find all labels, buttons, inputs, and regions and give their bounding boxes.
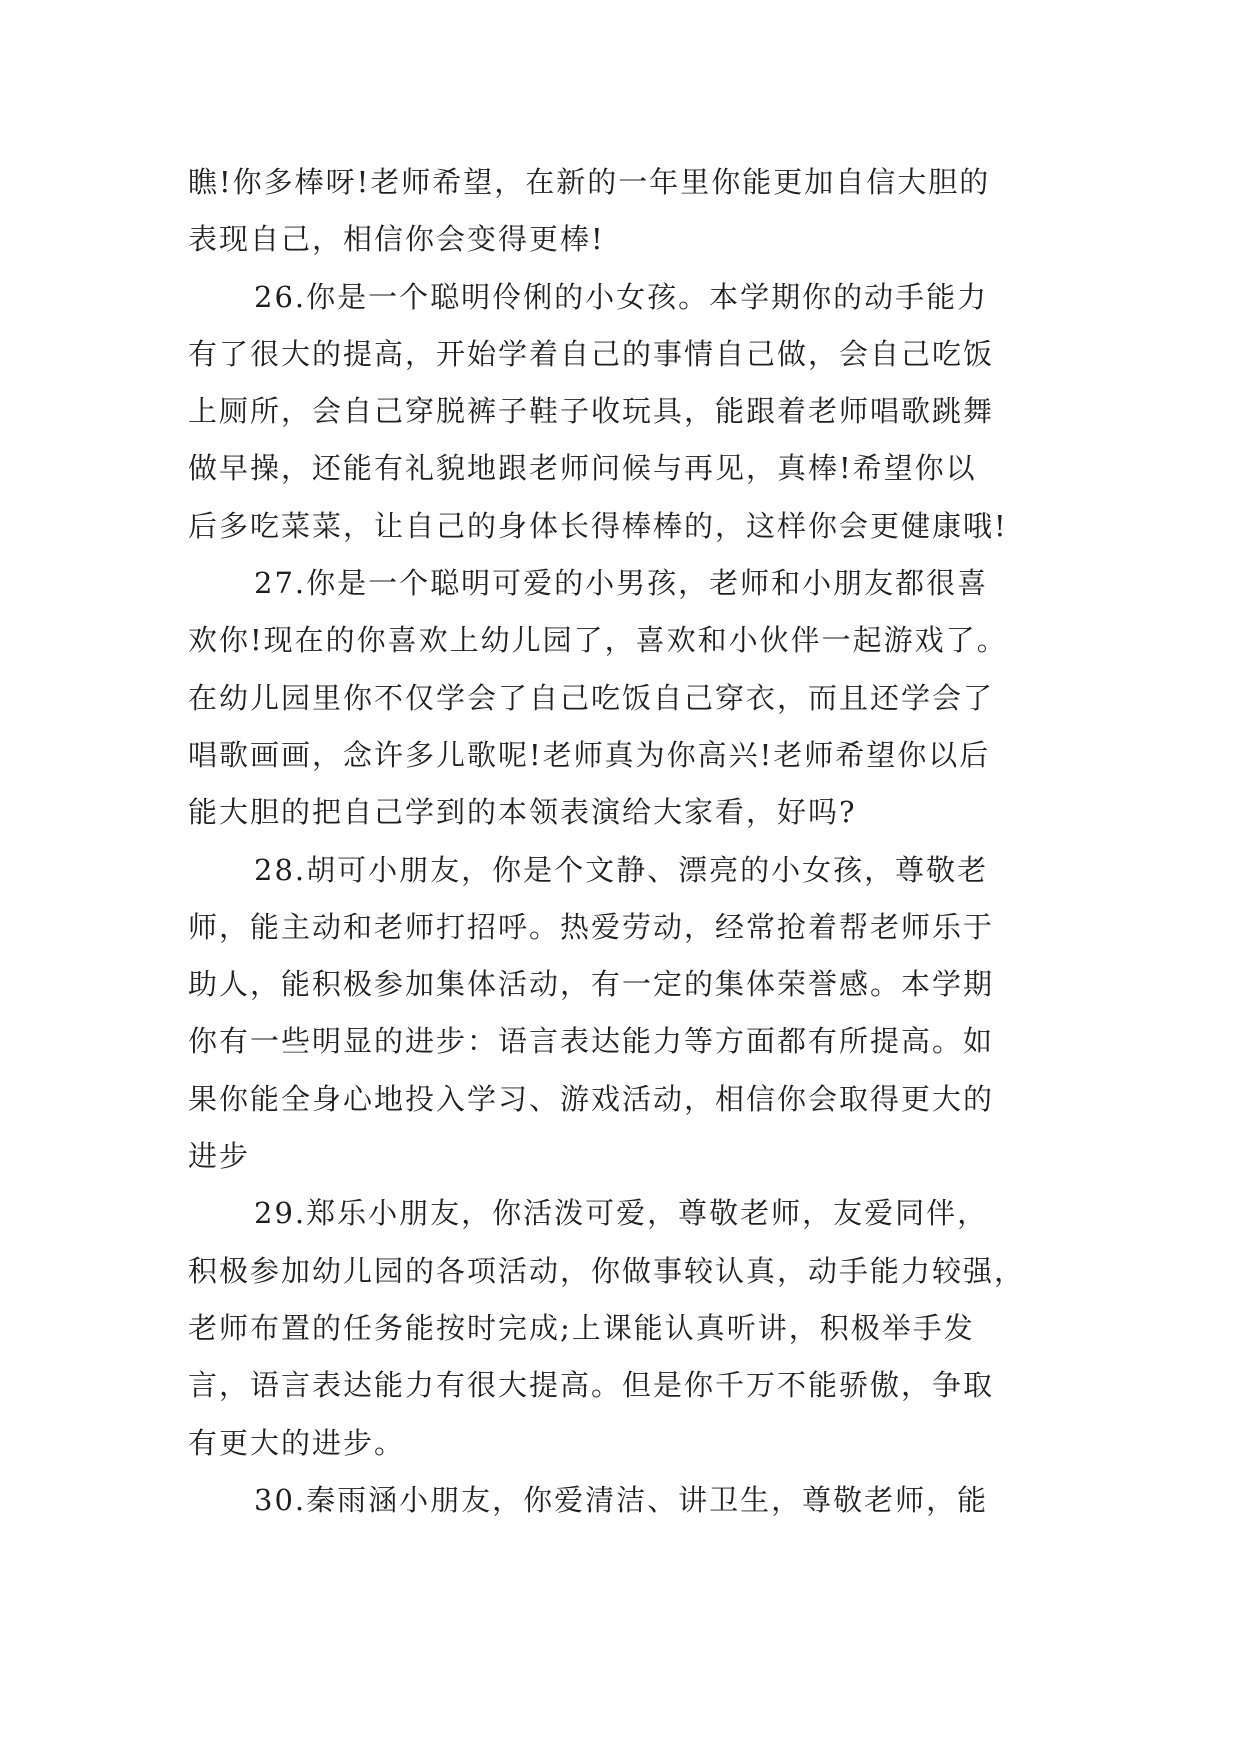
text-line: 进步 xyxy=(188,1139,251,1174)
text-line: 欢你!现在的你喜欢上幼儿园了，喜欢和小伙伴一起游戏了。 xyxy=(188,623,1008,658)
text-line: 在幼儿园里你不仅学会了自己吃饭自己穿衣，而且还学会了 xyxy=(188,680,995,715)
text-line: 能大胆的把自己学到的本领表演给大家看，好吗? xyxy=(188,795,857,830)
text-line: 言，语言表达能力有很大提高。但是你千万不能骄傲，争取 xyxy=(188,1368,995,1403)
text-line: 你有一些明显的进步：语言表达能力等方面都有所提高。如 xyxy=(188,1024,995,1059)
text-line: 有了很大的提高，开始学着自己的事情自己做，会自己吃饭 xyxy=(188,336,995,371)
text-line: 做早操，还能有礼貌地跟老师问候与再见，真棒!希望你以 xyxy=(188,451,977,486)
text-line: 瞧!你多棒呀!老师希望，在新的一年里你能更加自信大胆的 xyxy=(188,165,991,199)
text-line: 积极参加幼儿园的各项活动，你做事较认真，动手能力较强， xyxy=(188,1253,1026,1288)
text-line: 表现自己，相信你会变得更棒! xyxy=(188,222,605,257)
paragraph-first-line: 26.你是一个聪明伶俐的小女孩。本学期你的动手能力 xyxy=(254,279,989,314)
paragraph-first-line: 29.郑乐小朋友，你活泼可爱，尊敬老师，友爱同伴， xyxy=(254,1196,989,1231)
text-line: 老师布置的任务能按时完成;上课能认真听讲，积极举手发 xyxy=(188,1310,975,1345)
text-line: 上厕所，会自己穿脱裤子鞋子收玩具，能跟着老师唱歌跳舞 xyxy=(188,394,995,429)
text-line: 师，能主动和老师打招呼。热爱劳动，经常抢着帮老师乐于 xyxy=(188,909,995,944)
text-line: 助人，能积极参加集体活动，有一定的集体荣誉感。本学期 xyxy=(188,967,995,1002)
text-line: 果你能全身心地投入学习、游戏活动，相信你会取得更大的 xyxy=(188,1081,995,1116)
text-line: 唱歌画画，念许多儿歌呢!老师真为你高兴!老师希望你以后 xyxy=(188,737,991,772)
paragraph-first-line: 28.胡可小朋友，你是个文静、漂亮的小女孩，尊敬老 xyxy=(254,852,989,887)
text-line: 有更大的进步。 xyxy=(188,1425,406,1460)
document-body xyxy=(188,154,1068,1529)
paragraph-first-line: 30.秦雨涵小朋友，你爱清洁、讲卫生，尊敬老师，能 xyxy=(254,1482,989,1517)
text-line: 后多吃菜菜，让自己的身体长得棒棒的，这样你会更健康哦! xyxy=(188,508,1008,543)
paragraph-first-line: 27.你是一个聪明可爱的小男孩，老师和小朋友都很喜 xyxy=(254,566,989,601)
